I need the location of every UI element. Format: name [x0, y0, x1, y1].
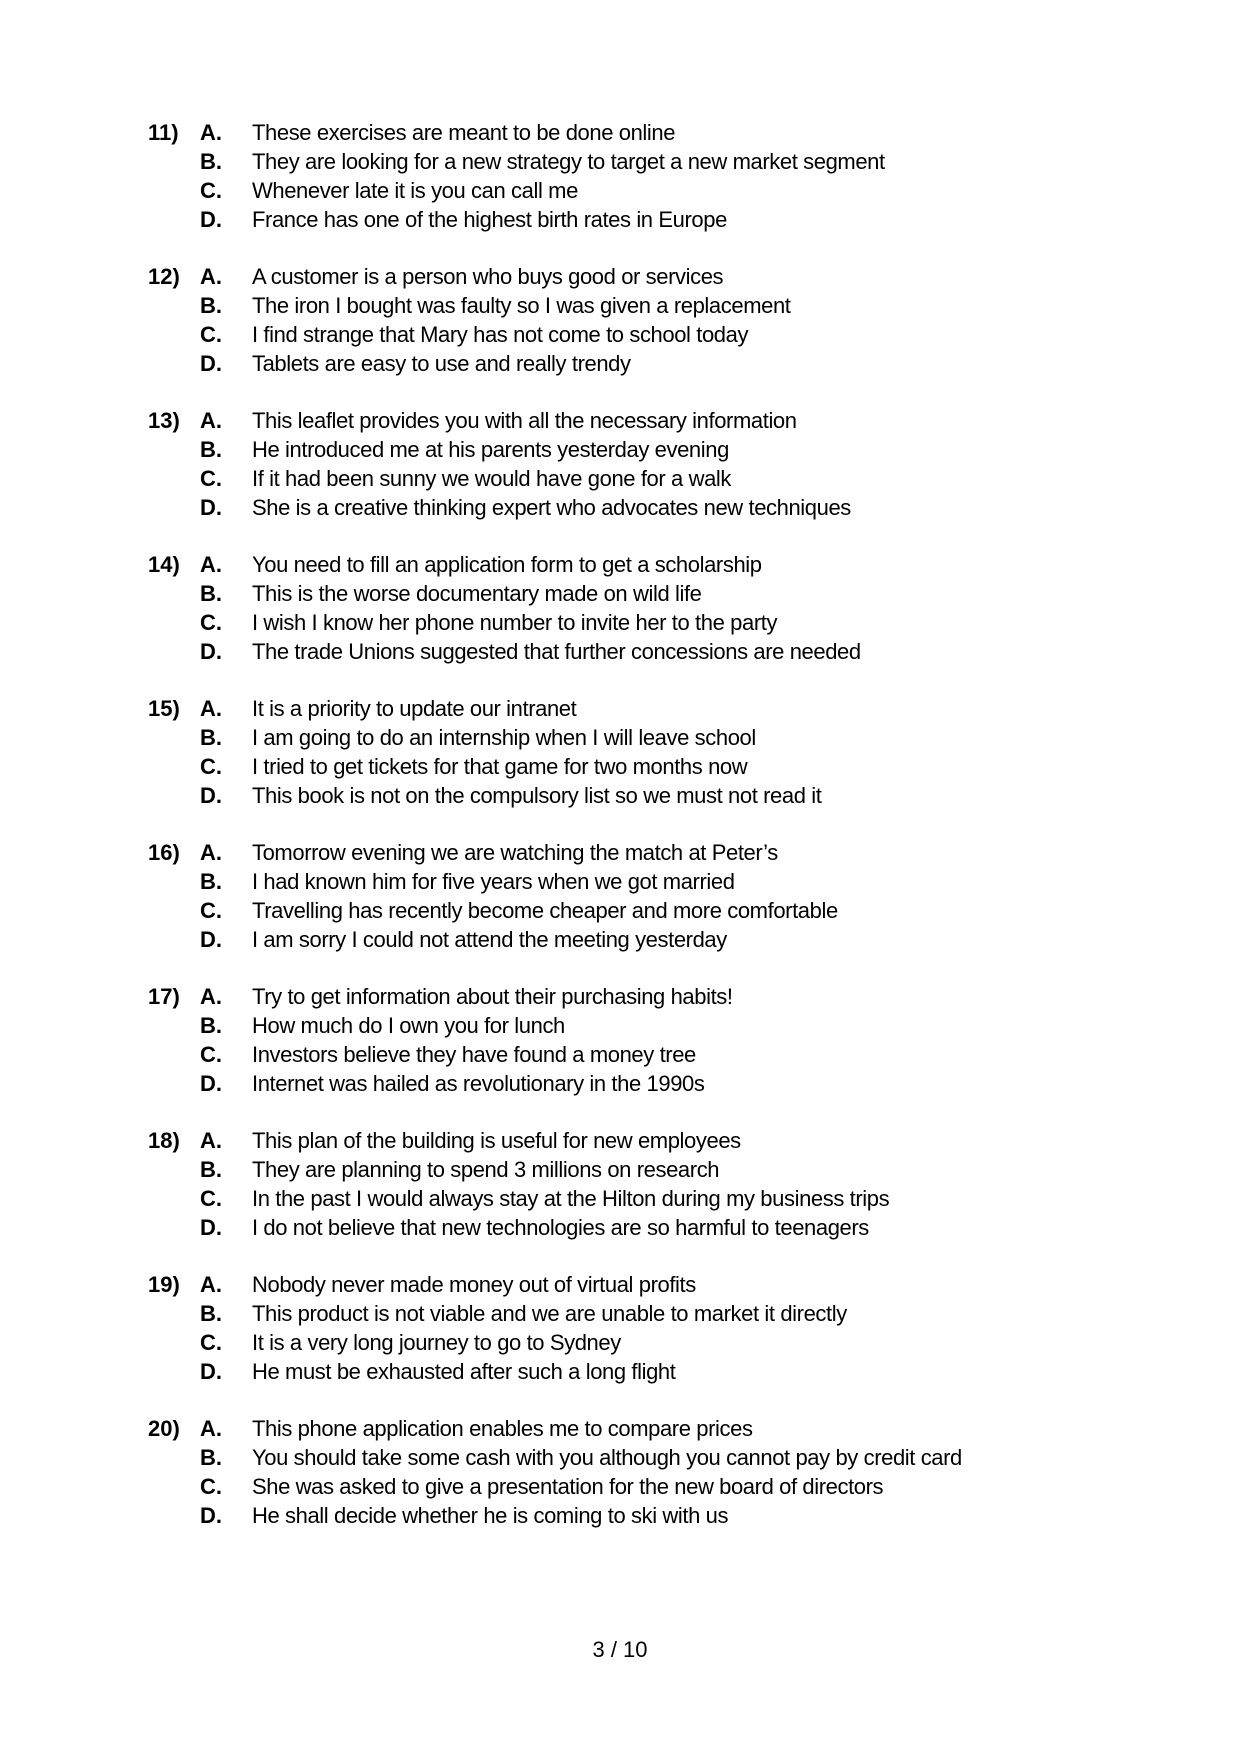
option-text: If it had been sunny we would have gone for a walk [252, 466, 731, 491]
option-letter: D. [200, 1071, 222, 1096]
option-text: I wish I know her phone number to invite her to the party [252, 610, 778, 635]
answer-option [200, 493, 1148, 522]
option-text: I am going to do an internship when I will leave school [252, 725, 756, 750]
option-letter: C. [200, 178, 222, 203]
option-letter: D. [200, 495, 222, 520]
option-letter: A. [200, 1416, 222, 1441]
option-text: She was asked to give a presentation for the new board of directors [252, 1474, 884, 1499]
option-text: How much do I own you for lunch [252, 1013, 565, 1038]
option-letter: B. [200, 1013, 222, 1038]
question [148, 406, 1148, 550]
option-letter: D. [200, 927, 222, 952]
question-number: 18) [148, 1128, 180, 1153]
option-letter: B. [200, 293, 222, 318]
option-text: They are looking for a new strategy to target a new market segment [252, 149, 885, 174]
answer-option [200, 579, 1148, 608]
option-letter: D. [200, 207, 222, 232]
option-text: They are planning to spend 3 millions on research [252, 1157, 720, 1182]
answer-option [200, 608, 1148, 637]
option-letter: C. [200, 466, 222, 491]
question-number: 11) [148, 120, 179, 145]
option-letter: B. [200, 1157, 222, 1182]
answer-option [200, 925, 1148, 954]
option-text: Travelling has recently become cheaper and more comfortable [252, 898, 838, 923]
answer-option [200, 406, 1148, 435]
answer-option [200, 349, 1148, 378]
option-text: This product is not viable and we are unable to market it directly [252, 1301, 847, 1326]
question [148, 982, 1148, 1126]
option-text: In the past I would always stay at the Hilton during my business trips [252, 1186, 890, 1211]
option-text: Investors believe they have found a money tree [252, 1042, 696, 1067]
option-letter: D. [200, 1215, 222, 1240]
option-text: It is a priority to update our intranet [252, 696, 577, 721]
option-text: I do not believe that new technologies are so harmful to teenagers [252, 1215, 869, 1240]
question-number: 15) [148, 696, 180, 721]
answer-option [200, 637, 1148, 666]
option-letter: D. [200, 639, 222, 664]
question-number: 12) [148, 264, 180, 289]
question-number: 16) [148, 840, 180, 865]
answer-option [200, 781, 1148, 810]
option-letter: C. [200, 322, 222, 347]
answer-option [200, 752, 1148, 781]
option-letter: C. [200, 1186, 222, 1211]
question [148, 1414, 1148, 1558]
option-letter: B. [200, 437, 222, 462]
answer-option [200, 435, 1148, 464]
question [148, 694, 1148, 838]
option-text: I had known him for five years when we got married [252, 869, 735, 894]
answer-option [200, 694, 1148, 723]
answer-option [200, 896, 1148, 925]
answer-option [200, 1472, 1148, 1501]
option-text: I find strange that Mary has not come to school today [252, 322, 749, 347]
answer-option [200, 320, 1148, 349]
answer-option [200, 1011, 1148, 1040]
option-text: You need to fill an application form to get a scholarship [252, 552, 762, 577]
option-letter: B. [200, 581, 222, 606]
question-number: 20) [148, 1416, 180, 1441]
answer-option [200, 1270, 1148, 1299]
answer-option [200, 1328, 1148, 1357]
answer-option [200, 205, 1148, 234]
option-letter: C. [200, 1330, 222, 1355]
option-text: This leaflet provides you with all the necessary information [252, 408, 797, 433]
option-letter: B. [200, 149, 222, 174]
question-number: 13) [148, 408, 180, 433]
option-letter: A. [200, 840, 222, 865]
option-text: I am sorry I could not attend the meeting yesterday [252, 927, 727, 952]
answer-option [200, 1126, 1148, 1155]
answer-option [200, 262, 1148, 291]
option-letter: C. [200, 898, 222, 923]
option-letter: C. [200, 1474, 222, 1499]
answer-option [200, 1443, 1148, 1472]
option-text: This book is not on the compulsory list so we must not read it [252, 783, 822, 808]
option-letter: D. [200, 351, 222, 376]
answer-option [200, 723, 1148, 752]
option-text: The trade Unions suggested that further concessions are needed [252, 639, 861, 664]
option-text: Tablets are easy to use and really trendy [252, 351, 631, 376]
answer-option [200, 550, 1148, 579]
answer-option [200, 1184, 1148, 1213]
option-text: This is the worse documentary made on wild life [252, 581, 702, 606]
option-text: He introduced me at his parents yesterday evening [252, 437, 729, 462]
answer-option [200, 291, 1148, 320]
option-letter: A. [200, 1272, 222, 1297]
option-letter: A. [200, 1128, 222, 1153]
answer-option [200, 982, 1148, 1011]
option-letter: C. [200, 1042, 222, 1067]
answer-option [200, 1069, 1148, 1098]
option-letter: A. [200, 552, 222, 577]
answer-option [200, 1040, 1148, 1069]
answer-option [200, 1357, 1148, 1386]
question-number: 17) [148, 984, 180, 1009]
option-text: The iron I bought was faulty so I was given a replacement [252, 293, 791, 318]
question [148, 838, 1148, 982]
option-letter: A. [200, 984, 222, 1009]
option-text: Internet was hailed as revolutionary in the 1990s [252, 1071, 705, 1096]
option-letter: C. [200, 610, 222, 635]
option-text: This plan of the building is useful for new employees [252, 1128, 741, 1153]
answer-option [200, 147, 1148, 176]
answer-option [200, 1155, 1148, 1184]
question [148, 1126, 1148, 1270]
answer-option [200, 1414, 1148, 1443]
option-text: Nobody never made money out of virtual profits [252, 1272, 696, 1297]
question-number: 14) [148, 552, 180, 577]
option-letter: B. [200, 869, 222, 894]
question-list [148, 118, 1148, 1558]
option-text: He shall decide whether he is coming to ski with us [252, 1503, 729, 1528]
answer-option [200, 1299, 1148, 1328]
option-text: I tried to get tickets for that game for two months now [252, 754, 748, 779]
option-letter: A. [200, 696, 222, 721]
option-text: Try to get information about their purchasing habits! [252, 984, 733, 1009]
question [148, 1270, 1148, 1414]
option-letter: C. [200, 754, 222, 779]
option-letter: B. [200, 1445, 222, 1470]
option-text: He must be exhausted after such a long flight [252, 1359, 676, 1384]
page-number: 3 / 10 [592, 1637, 648, 1662]
option-text: France has one of the highest birth rates in Europe [252, 207, 727, 232]
option-text: You should take some cash with you although you cannot pay by credit card [252, 1445, 962, 1470]
option-letter: B. [200, 725, 222, 750]
option-letter: D. [200, 1359, 222, 1384]
question [148, 262, 1148, 406]
answer-option [200, 118, 1148, 147]
option-text: These exercises are meant to be done online [252, 120, 676, 145]
option-letter: D. [200, 783, 222, 808]
question [148, 118, 1148, 262]
answer-option [200, 464, 1148, 493]
option-text: Whenever late it is you can call me [252, 178, 578, 203]
answer-option [200, 176, 1148, 205]
option-letter: D. [200, 1503, 222, 1528]
answer-option [200, 838, 1148, 867]
answer-option [200, 867, 1148, 896]
answer-option [200, 1213, 1148, 1242]
question-number: 19) [148, 1272, 180, 1297]
option-text: A customer is a person who buys good or services [252, 264, 724, 289]
option-text: She is a creative thinking expert who advocates new techniques [252, 495, 851, 520]
option-letter: B. [200, 1301, 222, 1326]
question [148, 550, 1148, 694]
option-letter: A. [200, 120, 222, 145]
option-letter: A. [200, 264, 222, 289]
option-letter: A. [200, 408, 222, 433]
option-text: This phone application enables me to compare prices [252, 1416, 753, 1441]
option-text: It is a very long journey to go to Sydney [252, 1330, 621, 1355]
answer-option [200, 1501, 1148, 1530]
option-text: Tomorrow evening we are watching the match at Peter’s [252, 840, 778, 865]
